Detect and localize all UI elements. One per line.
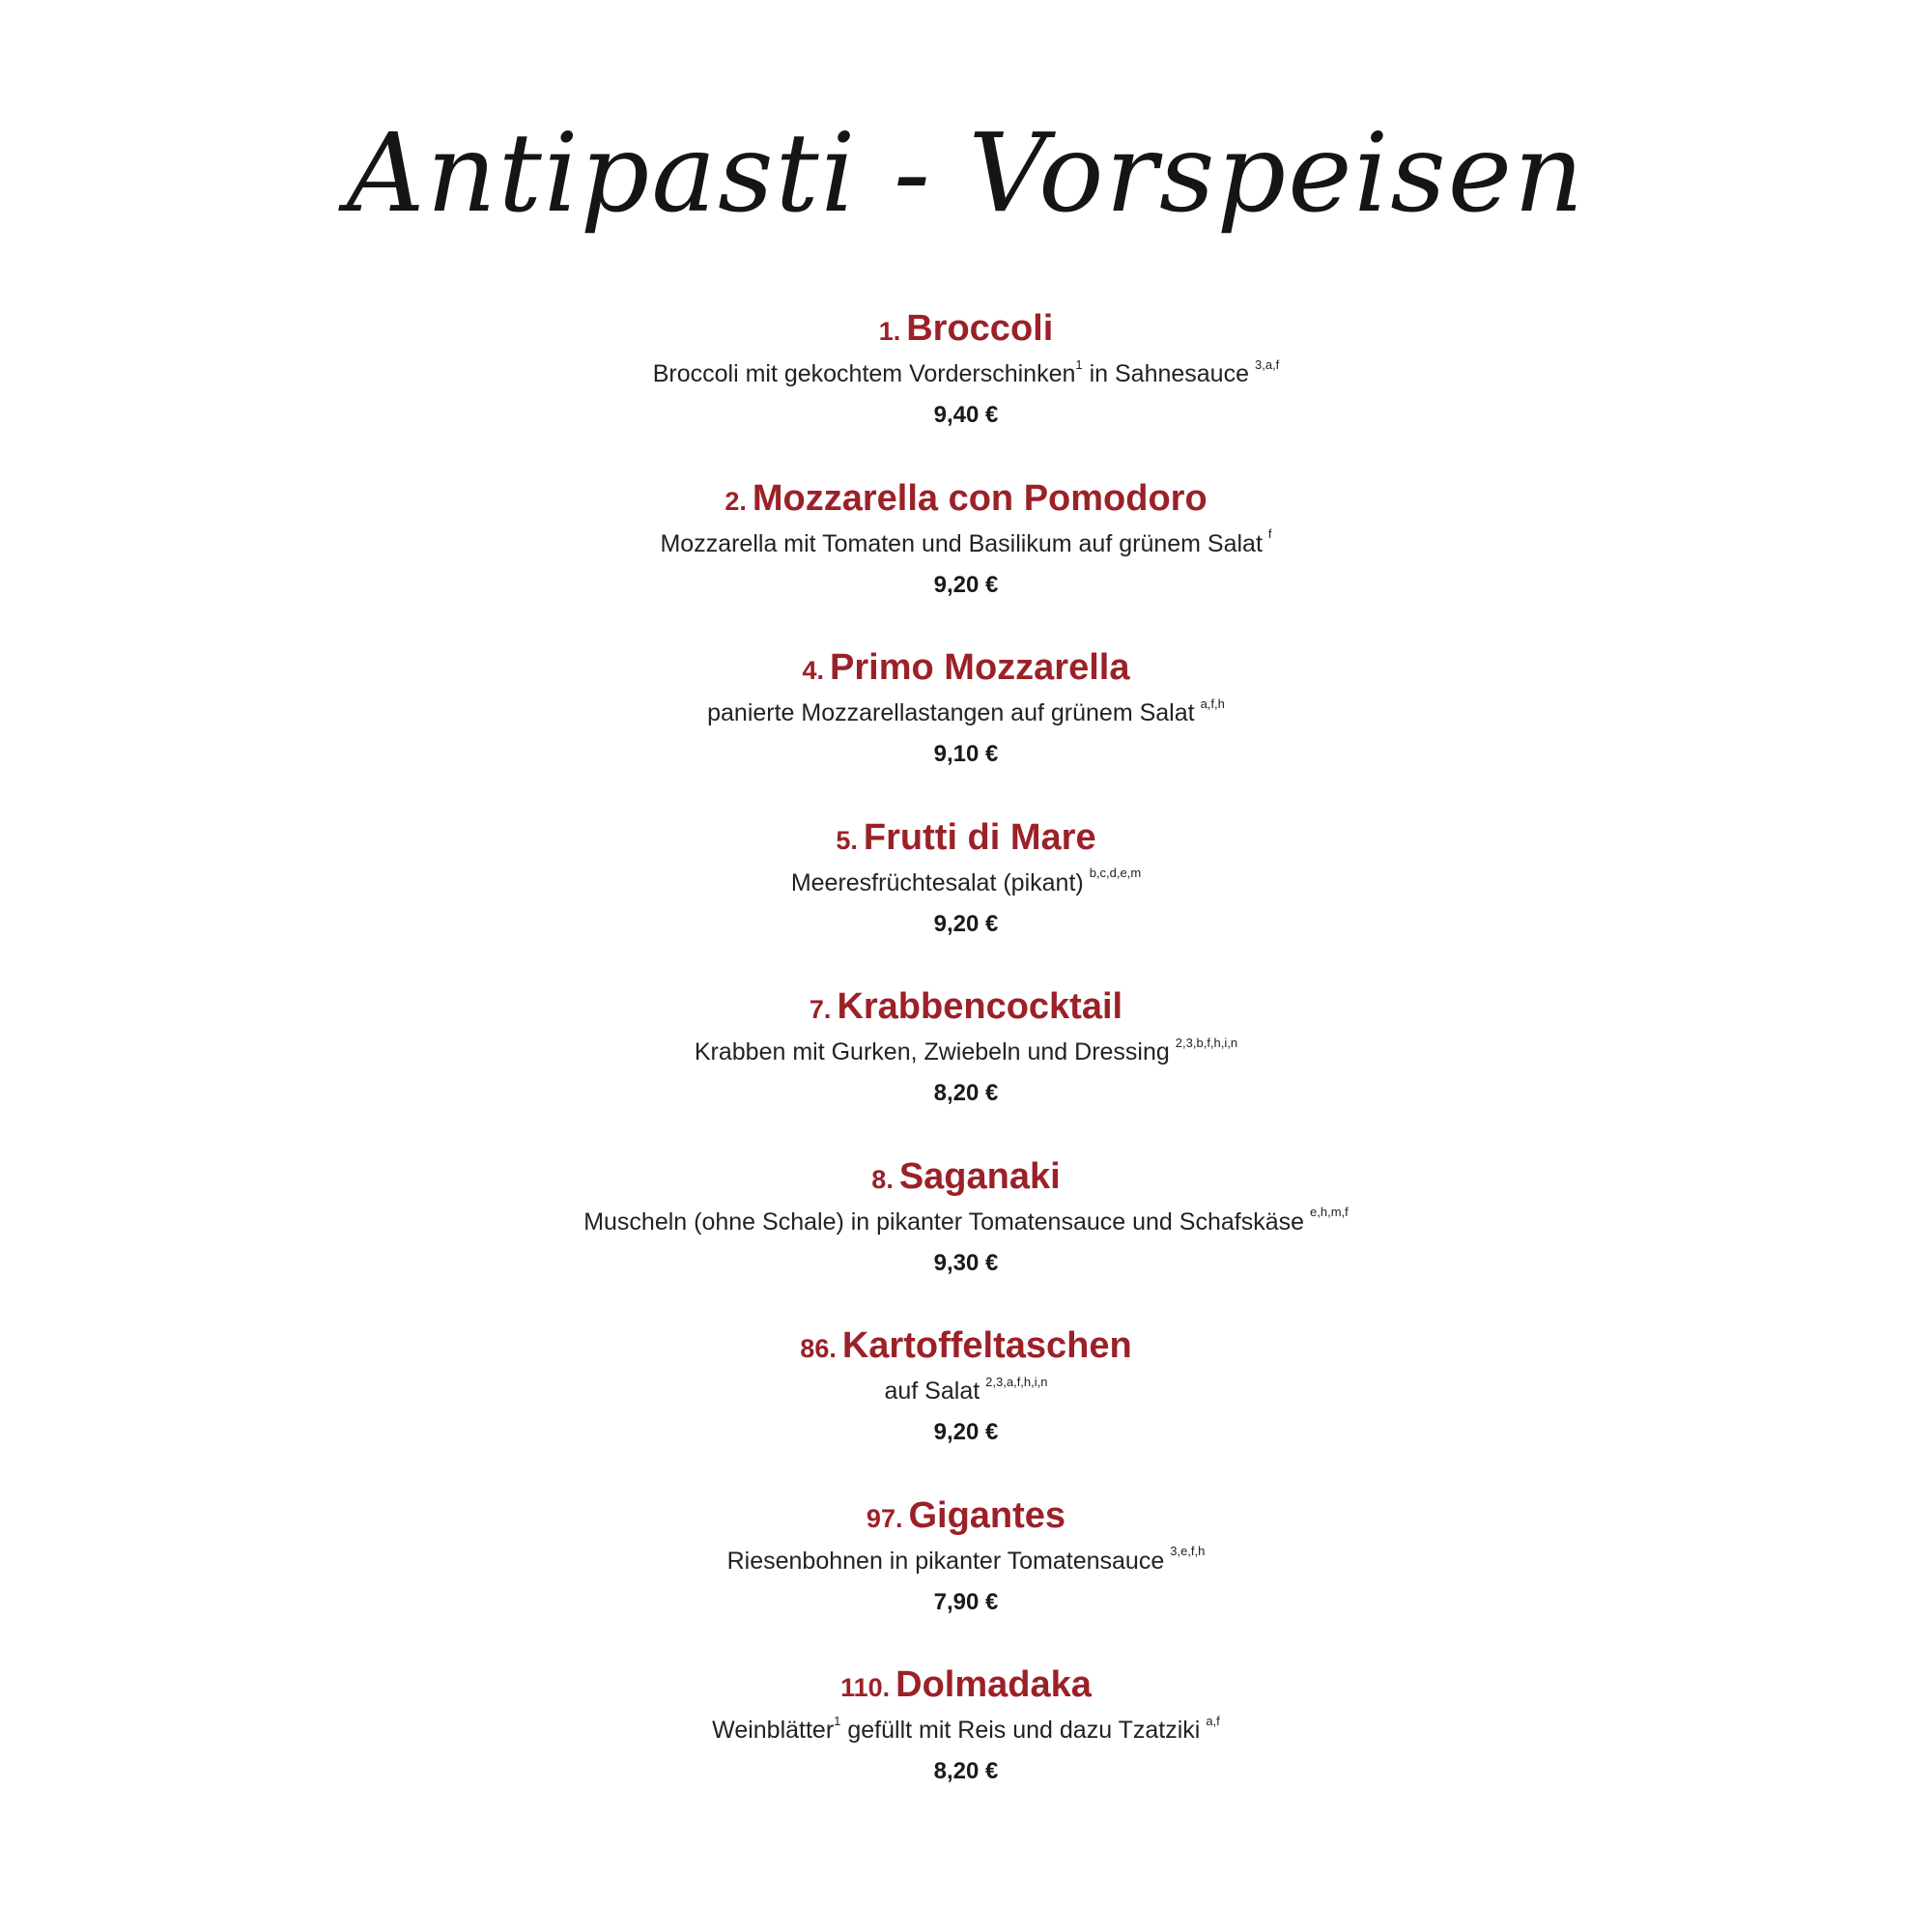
menu-item-price: 8,20 € bbox=[933, 1080, 999, 1106]
menu-item bbox=[0, 643, 1932, 813]
menu-item-description bbox=[0, 1711, 1932, 1749]
menu-item-description-text: panierte Mozzarellastangen auf grünem Salat bbox=[707, 699, 1195, 726]
menu-item-description bbox=[0, 1203, 1932, 1241]
menu-item-name: Broccoli bbox=[906, 308, 1054, 349]
menu-item-number: 2. bbox=[724, 486, 747, 516]
menu-item-number: 97. bbox=[866, 1503, 903, 1533]
menu-item-price: 9,20 € bbox=[933, 1419, 999, 1445]
menu-item-heading bbox=[0, 1492, 1932, 1540]
menu-item-description-text: Muscheln (ohne Schale) in pikanter Tomatensauce und Schafskäse bbox=[583, 1208, 1305, 1236]
menu-item-description bbox=[0, 1372, 1932, 1410]
menu-item-description-text: gefüllt mit Reis und dazu Tzatziki bbox=[840, 1717, 1201, 1744]
menu-item bbox=[0, 813, 1932, 983]
menu-item-allergen-note: a,f,h bbox=[1200, 696, 1225, 711]
menu-item-description-text: Weinblätter bbox=[712, 1717, 835, 1744]
menu-item-number: 86. bbox=[800, 1334, 837, 1363]
menu-item-allergen-note: b,c,d,e,m bbox=[1089, 866, 1142, 881]
menu-item-number: 4. bbox=[802, 656, 825, 685]
menu-item-description-text: auf Salat bbox=[884, 1378, 980, 1405]
menu-item bbox=[0, 304, 1932, 474]
menu-item-description-text: in Sahnesauce bbox=[1082, 360, 1249, 387]
menu-item-name: Frutti di Mare bbox=[863, 816, 1096, 858]
menu-item-heading bbox=[0, 982, 1932, 1031]
menu-item-allergen-note: f bbox=[1267, 526, 1272, 542]
menu-item-allergen-note: e,h,m,f bbox=[1310, 1205, 1349, 1220]
menu-item-price: 7,90 € bbox=[933, 1588, 999, 1615]
menu-item-description bbox=[0, 694, 1932, 732]
menu-item-description bbox=[0, 525, 1932, 563]
menu-item-name: Dolmadaka bbox=[895, 1664, 1092, 1705]
menu-item bbox=[0, 1492, 1932, 1662]
menu-item-price: 9,20 € bbox=[933, 910, 999, 937]
menu-item-description-text: Riesenbohnen in pikanter Tomatensauce bbox=[726, 1547, 1165, 1575]
menu-item-description bbox=[0, 1542, 1932, 1580]
menu-item-price: 9,20 € bbox=[933, 571, 999, 598]
menu-item-name: Mozzarella con Pomodoro bbox=[752, 477, 1208, 519]
menu-list bbox=[0, 304, 1932, 1831]
menu-item-description-text: Mozzarella mit Tomaten und Basilikum auf grünem Salat bbox=[660, 529, 1263, 557]
menu-item-allergen-note: 3,a,f bbox=[1255, 356, 1280, 372]
menu-item-name: Krabbencocktail bbox=[837, 986, 1123, 1027]
menu-item-description-text: Meeresfrüchtesalat (pikant) bbox=[790, 868, 1084, 896]
menu-item bbox=[0, 1321, 1932, 1492]
menu-item-name: Saganaki bbox=[898, 1155, 1061, 1197]
menu-item bbox=[0, 474, 1932, 644]
menu-item-price: 9,30 € bbox=[933, 1249, 999, 1276]
menu-item-allergen-note: 3,e,f,h bbox=[1170, 1544, 1206, 1559]
menu-item-number: 7. bbox=[809, 995, 832, 1024]
menu-item-description bbox=[0, 355, 1932, 393]
menu-item-name: Gigantes bbox=[908, 1494, 1066, 1536]
menu-item bbox=[0, 1661, 1932, 1831]
menu-item bbox=[0, 982, 1932, 1152]
menu-item-number: 1. bbox=[878, 317, 901, 346]
menu-item-heading bbox=[0, 1661, 1932, 1709]
menu-item-heading bbox=[0, 1152, 1932, 1201]
menu-item-heading bbox=[0, 474, 1932, 523]
menu-item-number: 5. bbox=[836, 825, 858, 855]
menu-item-description-text: Broccoli mit gekochtem Vorderschinken bbox=[652, 360, 1076, 387]
menu-item-allergen-note: 2,3,a,f,h,i,n bbox=[985, 1374, 1048, 1389]
menu-item-number: 8. bbox=[871, 1164, 894, 1194]
menu-item-additive-note: 1 bbox=[834, 1713, 841, 1728]
menu-item bbox=[0, 1152, 1932, 1322]
menu-item-allergen-note: 2,3,b,f,h,i,n bbox=[1175, 1035, 1238, 1050]
page-title: Antipasti - Vorspeisen bbox=[346, 111, 1586, 237]
menu-item-heading bbox=[0, 813, 1932, 862]
menu-item-description-text: Krabben mit Gurken, Zwiebeln und Dressing bbox=[694, 1038, 1170, 1065]
menu-item-allergen-note: a,f bbox=[1206, 1713, 1220, 1728]
menu-item-name: Primo Mozzarella bbox=[830, 647, 1130, 688]
menu-item-number: 110. bbox=[840, 1673, 891, 1702]
menu-item-heading bbox=[0, 643, 1932, 692]
menu-item-price: 9,40 € bbox=[933, 402, 999, 428]
menu-item-description bbox=[0, 1033, 1932, 1071]
menu-item-price: 8,20 € bbox=[933, 1758, 999, 1784]
menu-item-price: 9,10 € bbox=[933, 741, 999, 767]
menu-item-heading bbox=[0, 1321, 1932, 1370]
menu-item-additive-note: 1 bbox=[1075, 356, 1083, 372]
menu-item-heading bbox=[0, 304, 1932, 353]
menu-item-name: Kartoffeltaschen bbox=[841, 1325, 1132, 1366]
menu-item-description bbox=[0, 864, 1932, 902]
